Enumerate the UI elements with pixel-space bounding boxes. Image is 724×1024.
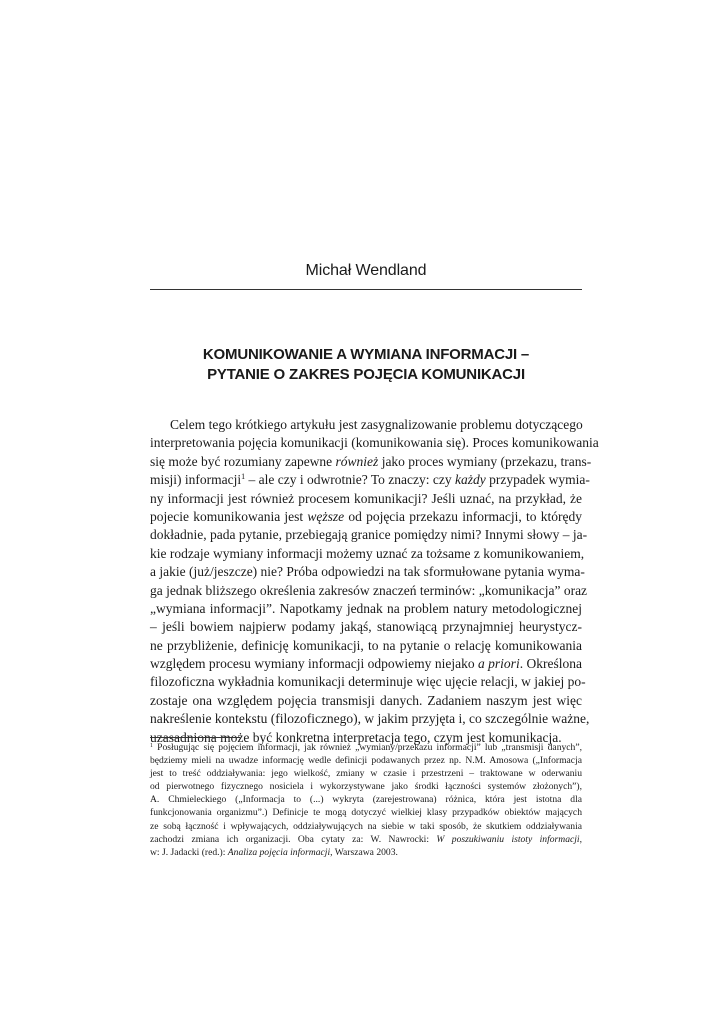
body-text: filozoficzna wykładnia komunikacji determinuje więc ujęcie relacji, w jakiej po- <box>150 674 586 690</box>
footnote-text: od pierwotnego fizycznego nosiciela i wykorzystywane jako środki łączności systemów złożonych”), <box>150 781 582 793</box>
footnote-italic-text: W poszukiwaniu istoty informacji <box>436 833 580 845</box>
body-paragraph <box>150 416 599 747</box>
body-line <box>150 637 582 655</box>
footnote-line <box>150 846 582 859</box>
footnote-text: A. Chmieleckiego („Informacja to (...) wykryta (zarejestrowana) różnica, która jest istotna dla <box>150 794 582 806</box>
body-text: – ale czy i odwrotnie? To znaczy: czy <box>245 472 455 488</box>
footnote-line <box>150 741 582 754</box>
footnote-text: w: J. Jadacki (red.): <box>150 846 228 858</box>
footnote-text: zachodzi zmiana ich organizacji. Oba cytaty za: W. Nawrocki: <box>150 833 437 845</box>
body-text: względem procesu wymiany informacji odpowiemy niejako <box>150 656 478 672</box>
author-rule <box>150 289 582 290</box>
body-line <box>150 416 582 434</box>
footnote-line <box>150 820 582 833</box>
body-text: ny informacji jest również procesem komunikacji? Jeśli uznać, na przykład, że <box>150 490 582 506</box>
body-text: ne przybliżenie, definicję komunikacji, to na pytanie o relację komunikowania <box>150 637 582 653</box>
footnote-line <box>150 793 582 806</box>
body-line <box>150 673 586 691</box>
body-text: Celem tego krótkiego artykułu jest zasygnalizowanie problemu dotyczącego <box>170 417 583 432</box>
footnote-line <box>150 806 582 819</box>
body-line <box>150 563 585 581</box>
body-line <box>150 600 582 618</box>
body-text: „wymiana informacji”. Napotkamy jednak na problem natury metodologicznej <box>150 600 582 616</box>
body-text: uzasadniona może być konkretna interpretacja tego, czym jest komunikacja. <box>150 729 562 745</box>
footnote-line <box>150 780 582 793</box>
body-text: nakreślenie kontekstu (filozoficznego), w jakim przyjęta i, co szczególnie ważne, <box>150 711 590 727</box>
body-text: dokładnie, pada pytanie, przebiegają granice pomiędzy nimi? Innymi słowy – ja- <box>150 527 588 543</box>
footnote-marker: 1 <box>241 472 246 482</box>
body-text: jako proces wymiany (przekazu, trans- <box>378 453 592 469</box>
footnote-text: będziemy mieli na uwadze informację wedle definicji podawanych przez np. N.M. Amosowa („Informacja <box>150 755 582 767</box>
footnote-line <box>150 754 582 767</box>
footnote-italic-text: Analiza pojęcia informacji <box>227 846 331 858</box>
body-text: . Określona <box>519 656 582 672</box>
body-text: misji) informacji <box>150 472 242 488</box>
body-line <box>150 508 582 526</box>
title-line-1: KOMUNIKOWANIE A WYMIANA INFORMACJI – <box>202 346 530 363</box>
body-text: pojecie komunikowania jest <box>150 508 308 524</box>
body-text: ga jednak bliższego określenia zakresów znaczeń terminów: „komunikacja” oraz <box>150 582 588 598</box>
body-line <box>150 618 582 636</box>
body-line <box>150 453 592 471</box>
body-line <box>150 545 585 563</box>
body-line <box>150 692 582 710</box>
body-line <box>150 582 588 600</box>
article-title <box>150 345 582 385</box>
body-italic-text: również <box>335 453 379 469</box>
footnote-text: Posługując się pojęciem informacji, jak również „wymiany/przekazu informacji” lub „transmisji danych”, <box>153 742 582 753</box>
body-text: interpretowania pojęcia komunikacji (komunikowania się). Proces komunikowania <box>150 435 599 451</box>
footnote-marker: 1 <box>150 743 153 749</box>
footnote-text: funkcjonowania organizmu”.) Definicje te mogą dotyczyć wielkiej klasy przypadków obiektów mających <box>150 807 582 819</box>
body-text: od pojęcia przekazu informacji, to którędy <box>344 508 582 524</box>
footnote-line <box>150 833 582 846</box>
body-italic-text: każdy <box>454 472 486 488</box>
body-text: przypadek wymia- <box>485 472 590 488</box>
body-text: a jakie (już/jeszcze) nie? Próba odpowiedzi na tak sformułowane pytania wyma- <box>150 564 585 580</box>
footnote-text: ze sobą łączność i wpływających, oddziaływujących na siebie w taki sposób, że skutkiem oddziaływania <box>150 820 582 832</box>
body-line <box>150 490 582 508</box>
body-line <box>150 710 590 728</box>
body-line <box>150 434 599 452</box>
body-text: – jeśli bowiem najpierw podamy jakąś, stanowiącą przynajmniej heurystycz- <box>150 619 582 635</box>
body-line <box>150 526 588 544</box>
body-text: kie rodzaje wymiany informacji możemy uznać za tożsame z komunikowaniem, <box>150 545 585 561</box>
body-text: się może być rozumiany zapewne <box>150 453 336 469</box>
body-italic-text: a priori <box>478 656 520 672</box>
body-line <box>150 471 590 489</box>
footnote-rule <box>150 737 240 738</box>
footnote-text: , Warszawa 2003. <box>330 846 398 858</box>
title-line-2: PYTANIE O ZAKRES POJĘCIA KOMUNIKACJI <box>207 366 525 383</box>
footnote <box>150 741 582 859</box>
body-line <box>150 655 582 673</box>
footnote-text: , <box>579 833 583 845</box>
body-italic-text: węższe <box>307 508 345 524</box>
footnote-text: jest to treść oddziaływania: jego wielkość, zmiany w czasie i przestrzeni – traktowane w oderwaniu <box>150 768 582 780</box>
footnote-line <box>150 767 582 780</box>
author-name: Michał Wendland <box>305 262 427 279</box>
body-text: zostaje ona względem pojęcia transmisji danych. Zadaniem naszym jest więc <box>150 692 582 708</box>
